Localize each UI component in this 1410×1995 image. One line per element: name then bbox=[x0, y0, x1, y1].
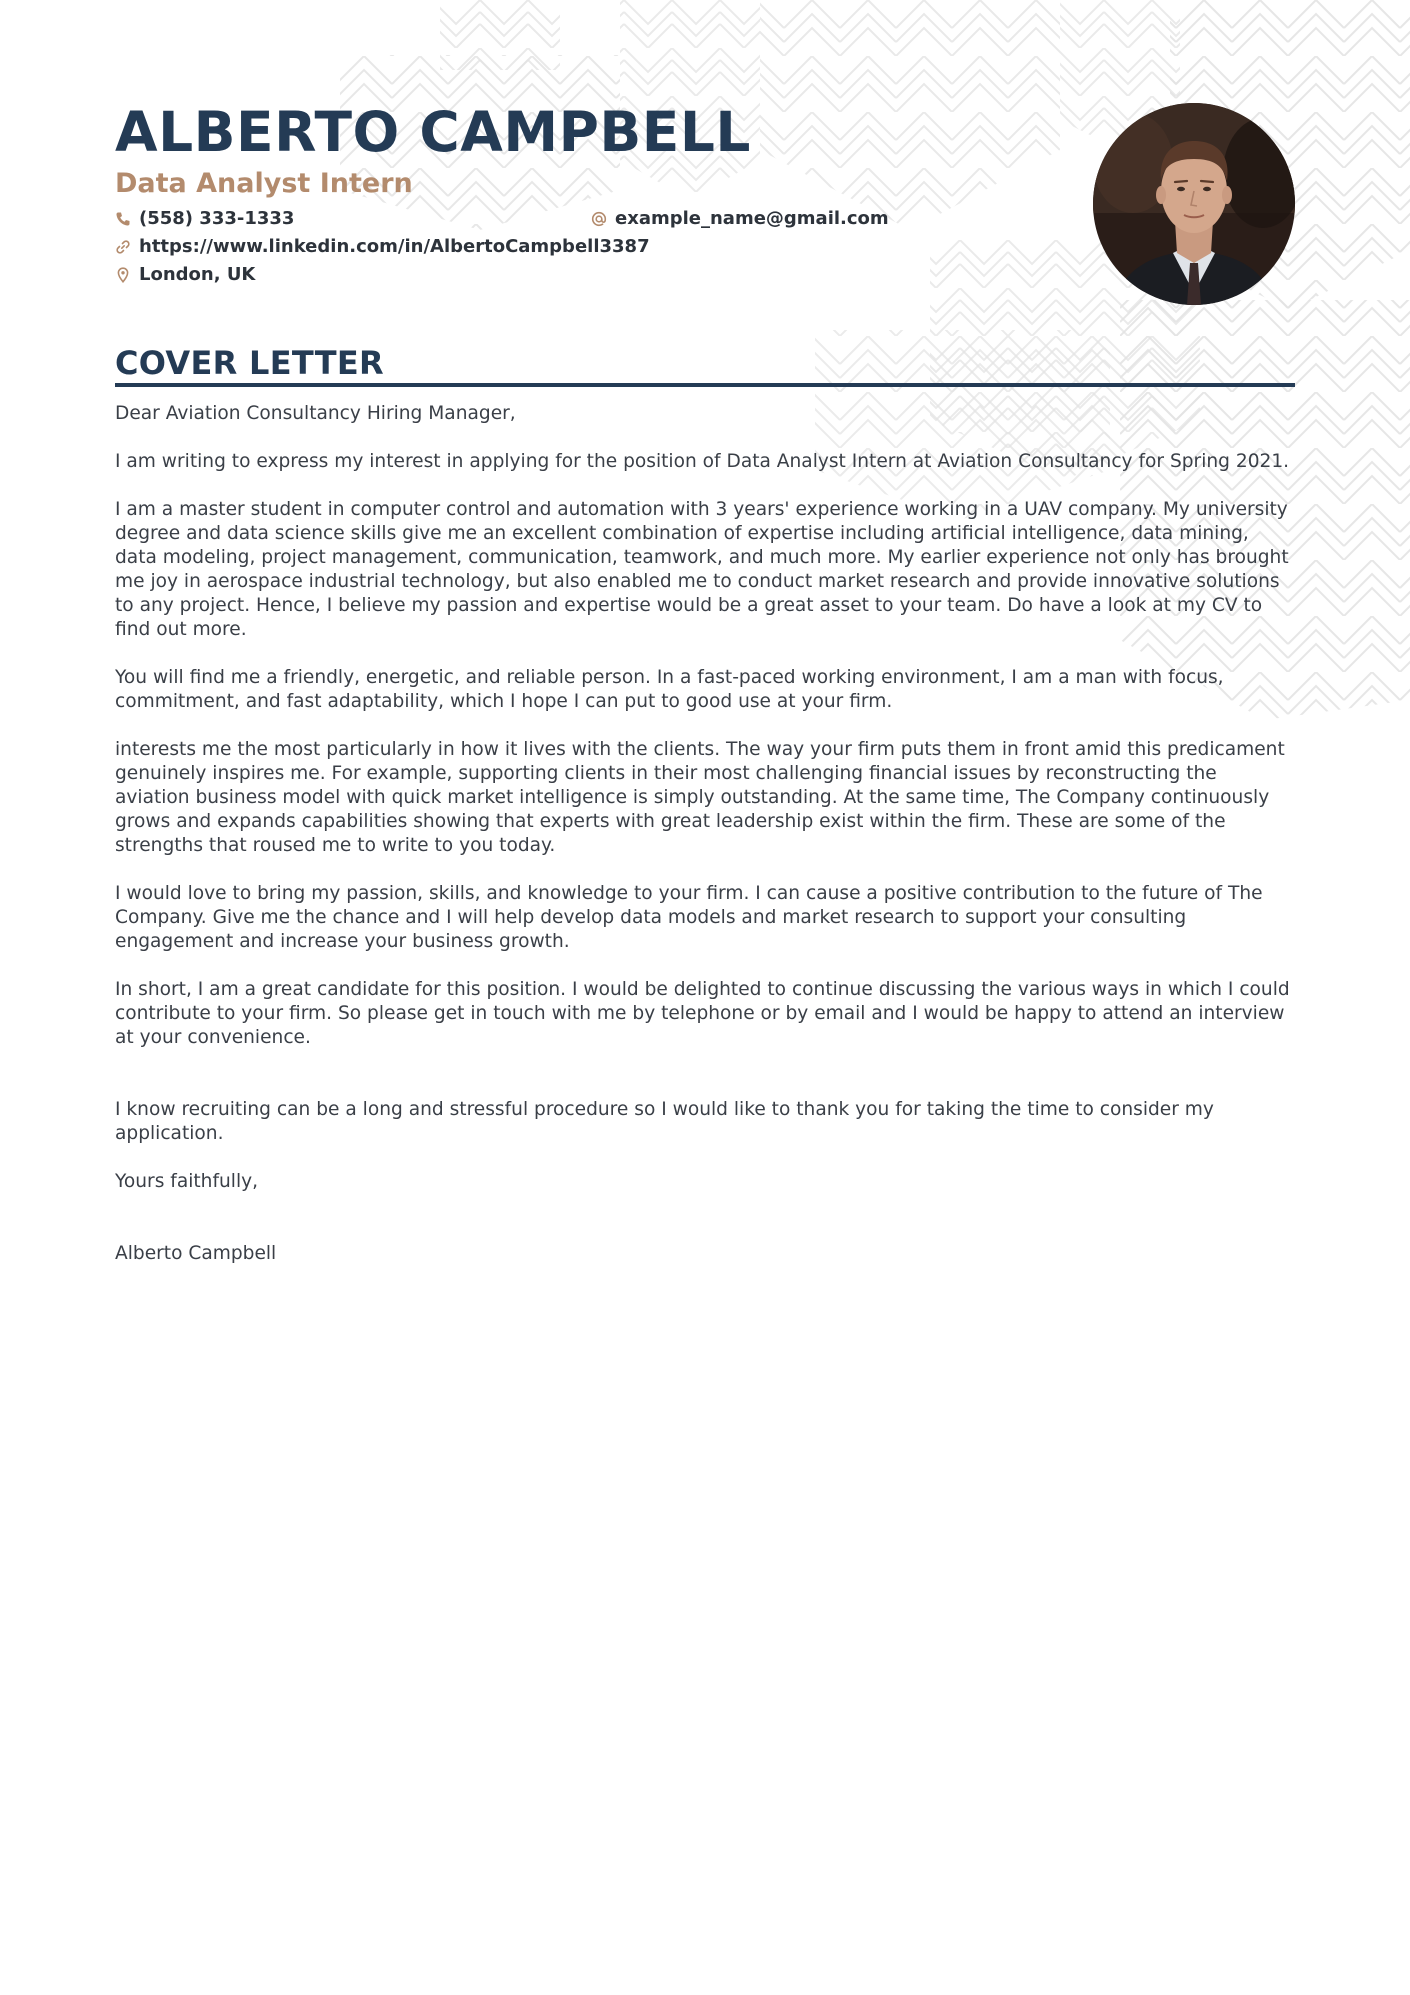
letter-paragraph: I know recruiting can be a long and stressful procedure so I would like to thank you for taking the time to consider my application. bbox=[115, 1099, 1214, 1144]
profile-photo bbox=[1093, 103, 1295, 305]
section-divider bbox=[115, 383, 1295, 387]
letter-paragraph: You will find me a friendly, energetic, and reliable person. In a fast-paced working environment, I am a man with focus, commitment, and fast adaptability, which I hope I can put to good use at your firm. bbox=[115, 667, 1224, 712]
letter-closing: Yours faithfully, bbox=[115, 1171, 259, 1192]
section-title-cover-letter: COVER LETTER bbox=[115, 344, 384, 382]
letter-paragraph: I am a master student in computer control and automation with 3 years' experience working in a UAV company. My university degree and data science skills give me an excellent combination of expertise including artificial intelligence, data mining, data modeling, project management, communication, teamwork, and much more. My earlier experience not only has brought me joy in aerospace industrial technology, but also enabled me to conduct market research and provide innovative solutions to any project. Hence, I believe my passion and expertise would be a great asset to your team. Do have a look at my CV to find out more. bbox=[115, 499, 1289, 640]
letter-paragraph: In short, I am a great candidate for this position. I would be delighted to continue discussing the various ways in which I could contribute to your firm. So please get in touch with me by telephone or by email and I would be happy to attend an interview at your convenience. bbox=[115, 979, 1290, 1048]
contact-linkedin[interactable] bbox=[115, 234, 650, 260]
letter-signature: Alberto Campbell bbox=[115, 1243, 277, 1264]
portrait-image bbox=[1093, 103, 1295, 305]
phone-number: (558) 333-1333 bbox=[139, 208, 295, 229]
contact-phone[interactable] bbox=[115, 206, 294, 232]
phone-icon bbox=[115, 211, 131, 227]
at-icon bbox=[591, 211, 607, 227]
candidate-name: ALBERTO CAMPBELL bbox=[115, 100, 751, 164]
location-pin-icon bbox=[115, 267, 131, 283]
link-icon bbox=[115, 239, 131, 255]
location-text: London, UK bbox=[139, 264, 256, 285]
contact-location bbox=[115, 262, 255, 288]
letter-body bbox=[115, 402, 1295, 1290]
letter-paragraph: I am writing to express my interest in applying for the position of Data Analyst Intern at Aviation Consultancy for Spring 2021. bbox=[115, 451, 1290, 472]
letter-salutation: Dear Aviation Consultancy Hiring Manager, bbox=[115, 403, 516, 424]
letter-paragraph: interests me the most particularly in how it lives with the clients. The way your firm puts them in front amid this predicament genuinely inspires me. For example, supporting clients in their most challenging financial issues by reconstructing the aviation business model with quick market intelligence is simply outstanding. At the same time, The Company continuously grows and expands capabilities showing that experts with great leadership exist within the firm. These are some of the strengths that roused me to write to you today. bbox=[115, 739, 1285, 856]
email-address: example_name@gmail.com bbox=[615, 208, 889, 229]
job-title: Data Analyst Intern bbox=[115, 168, 413, 199]
letter-paragraph: I would love to bring my passion, skills, and knowledge to your firm. I can cause a positive contribution to the future of The Company. Give me the chance and I will help develop data models and market research to support your consulting engagement and increase your business growth. bbox=[115, 883, 1263, 952]
contact-email[interactable] bbox=[591, 206, 889, 232]
linkedin-url: https://www.linkedin.com/in/AlbertoCampbell3387 bbox=[139, 236, 650, 257]
